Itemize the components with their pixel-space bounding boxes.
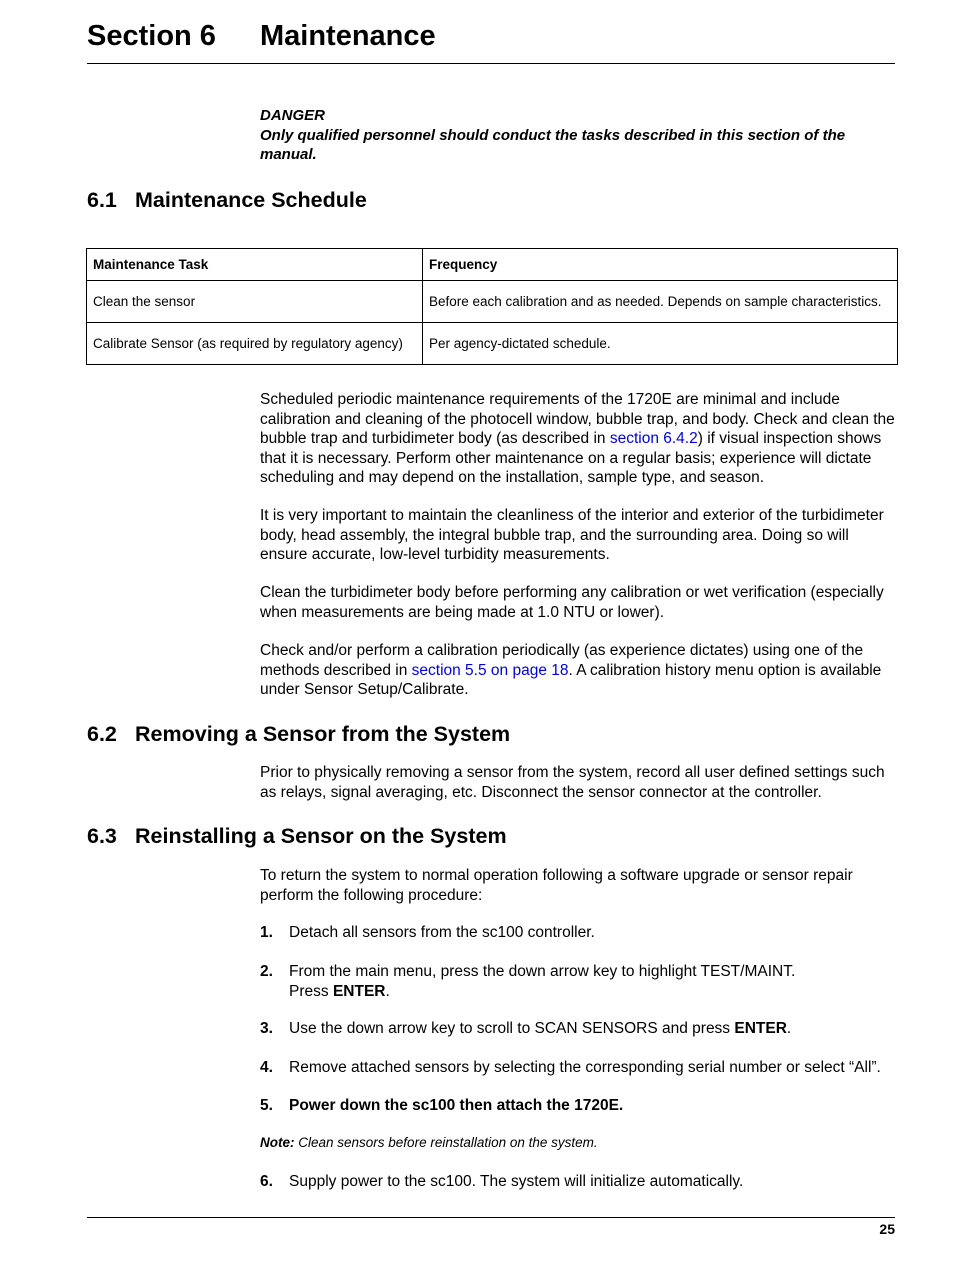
step-number: 6. [260,1173,273,1190]
table-cell: Per agency-dictated schedule. [423,323,898,365]
step-text: Supply power to the sc100. The system will initialize automatically. [289,1173,744,1190]
text: Scheduled periodic maintenance requirements of the 1720E are minimal and include calibration and cleaning of the photocell window, bubble trap, and body. Check and clean the bubble trap and turbidimeter body (as described in [260,391,895,447]
heading-number: 6.1 [87,188,117,212]
paragraph: Clean the turbidimeter body before performing any calibration or wet verification (especially when measurements are being made at 1.0 NTU or lower). [260,584,884,621]
text: . [385,982,390,1000]
heading-6-3 [87,824,507,849]
paragraph: Prior to physically removing a sensor from the system, record all user defined settings such as relays, signal averaging, etc. Disconnect the sensor connector at the controller. [260,764,885,801]
procedure-step [260,1058,910,1078]
table-header-row [87,249,898,281]
procedure-step [260,962,910,1002]
text: . [786,1020,792,1037]
heading-number: 6.3 [87,824,117,848]
key-label: ENTER [734,1020,787,1037]
note [260,1135,598,1150]
text: Use the down arrow key to scroll to SCAN SENSORS and press [289,1020,735,1037]
table-cell: Clean the sensor [87,281,423,323]
step-text [289,1019,909,1039]
paragraph: It is very important to maintain the cleanliness of the interior and exterior of the turbidimeter body, head assembly, the integral bubble trap, and the surrounding area. Doing so will ensure accurate, low-level turbidity measurements. [260,507,884,563]
table-header-cell: Frequency [423,249,898,281]
step-number: 4. [260,1059,273,1076]
text: . A calibration history menu option is available under Sensor Setup/Calibrate. [260,661,882,698]
procedure-step [260,1019,910,1039]
text: Press [289,982,333,1000]
heading-number: 6.2 [87,722,117,746]
procedure-step [260,1172,910,1192]
step-text: Remove attached sensors by selecting the corresponding serial number or select “All”. [289,1059,881,1076]
procedure-step [260,923,910,943]
table-cell: Calibrate Sensor (as required by regulatory agency) [87,323,423,365]
text: From the main menu, press the down arrow key to highlight TEST/MAINT. [289,963,796,980]
danger-text: Only qualified personnel should conduct the tasks described in this section of the manual. [260,126,846,163]
table-row [87,323,898,365]
step-number: 1. [260,924,273,941]
paragraph [260,641,900,700]
text: Check and/or perform a calibration periodically (as experience dictates) using one of the methods described in [260,642,864,679]
section-link[interactable]: section 6.4.2 [609,430,698,447]
page-number: 25 [879,1221,895,1237]
table-cell: Before each calibration and as needed. Depends on sample characteristics. [423,281,898,323]
step-number: 3. [260,1020,273,1037]
heading-title: Reinstalling a Sensor on the System [135,824,507,848]
maintenance-schedule-table [86,248,898,365]
step-text: Detach all sensors from the sc100 controller. [289,924,595,941]
heading-title: Maintenance Schedule [135,188,367,212]
key-label: ENTER [332,982,386,1000]
table-header-cell: Maintenance Task [87,249,423,281]
danger-notice [260,106,895,165]
table-row [87,281,898,323]
procedure-step [260,1096,910,1116]
step-text [289,962,909,1001]
step-text: Power down the sc100 then attach the 1720E. [289,1097,624,1114]
step-number: 5. [260,1097,273,1114]
footer-rule [87,1217,895,1218]
heading-6-2 [87,722,510,747]
danger-label: DANGER [260,107,326,124]
note-text: Clean sensors before reinstallation on the system. [294,1135,598,1150]
section-header [87,18,895,64]
heading-title: Removing a Sensor from the System [135,722,511,746]
section-number: Section 6 [87,20,216,52]
section-title: Maintenance [260,20,436,52]
heading-6-1 [87,188,367,213]
paragraph: To return the system to normal operation following a software upgrade or sensor repair perform the following procedure: [260,867,853,904]
note-label: Note: [260,1135,295,1150]
section-link[interactable]: section 5.5 on page 18 [411,661,569,679]
step-number: 2. [260,963,273,980]
paragraph [260,390,900,488]
text: ) if visual inspection shows that it is necessary. Perform other maintenance on a regular basis; experience will dictate scheduling and may depend on the installation, sample type, and season. [260,430,882,486]
